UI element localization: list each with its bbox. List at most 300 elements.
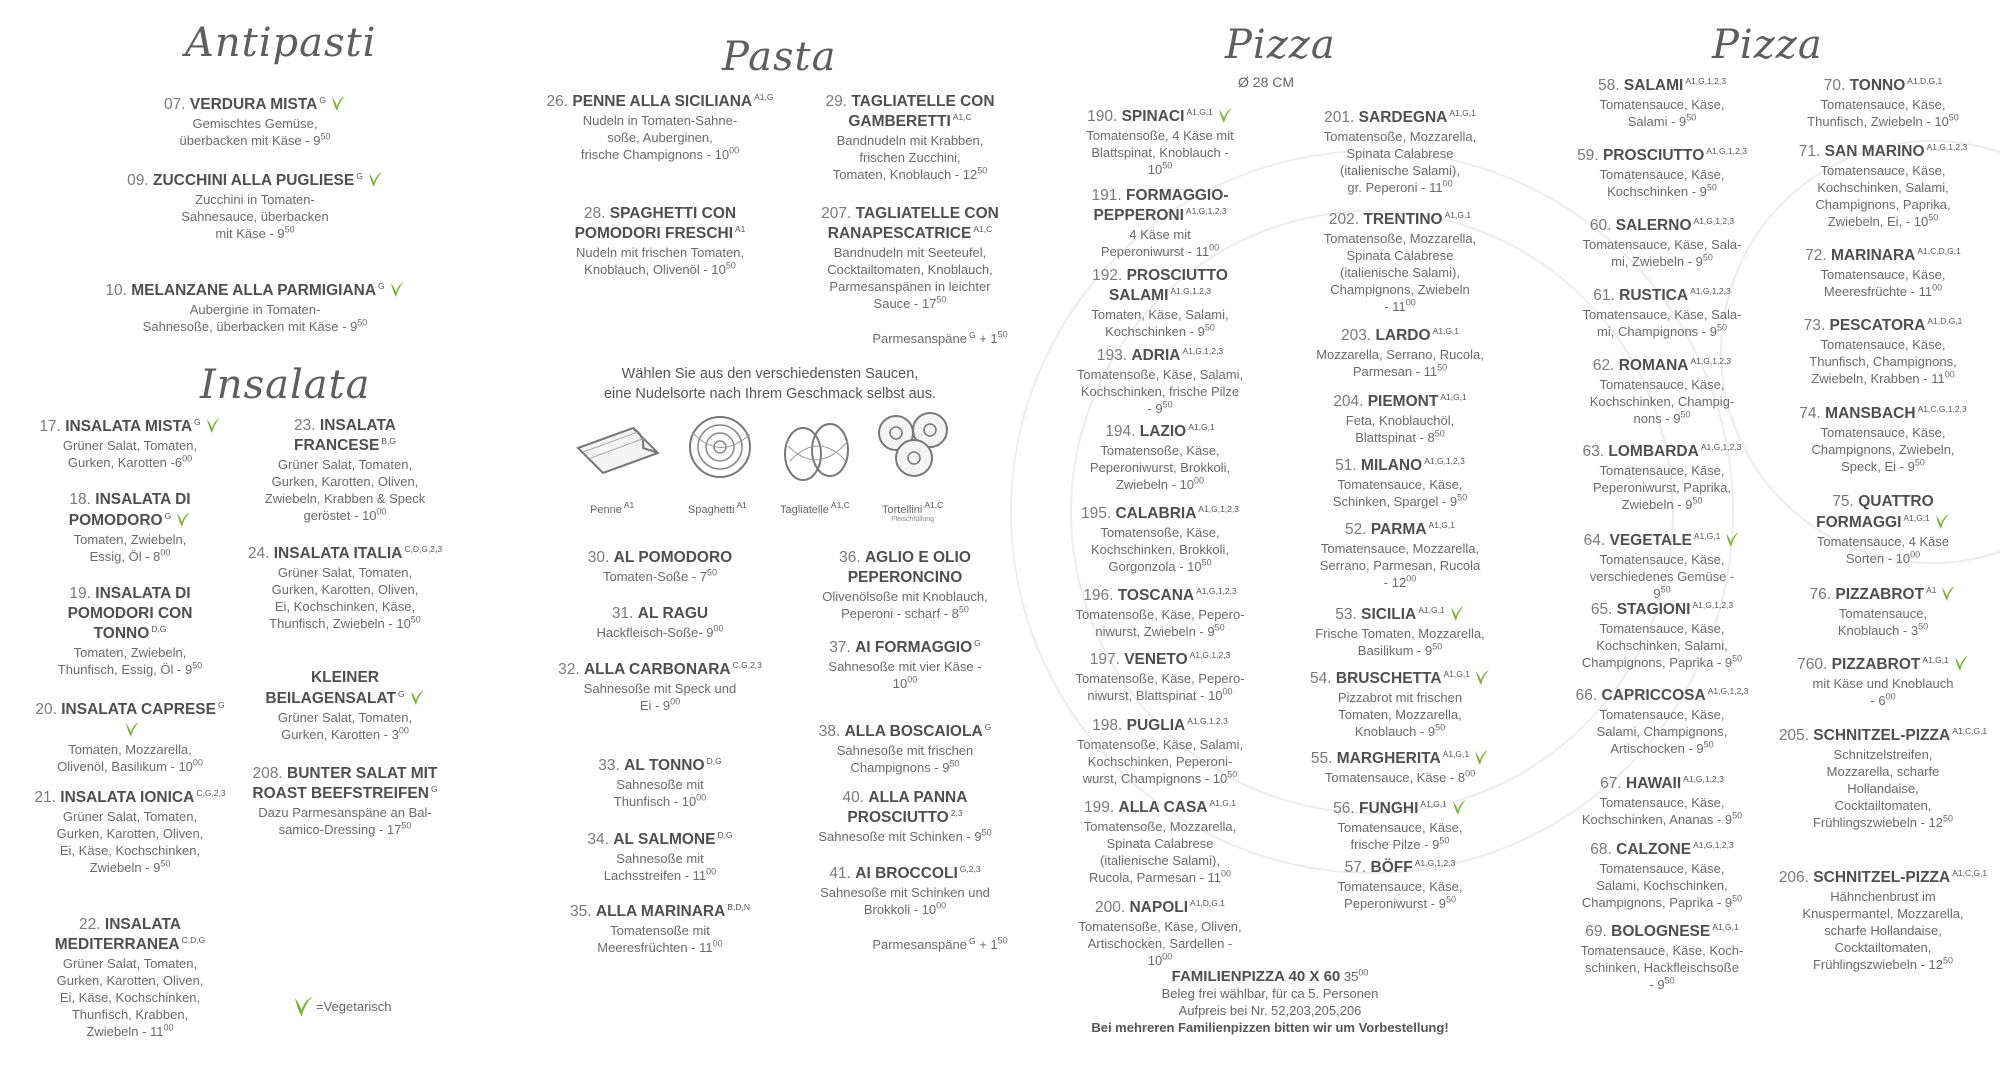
item-number: 35. <box>570 903 592 920</box>
item-number: 203. <box>1340 327 1372 344</box>
allergen-codes: G <box>217 699 225 710</box>
item-price-cents: 50 <box>1680 409 1691 420</box>
item-description: Tomatensauce, Käse, <box>1337 820 1463 835</box>
item-price-cents: 00 <box>376 506 387 517</box>
item-price-cents: 50 <box>1928 212 1939 223</box>
family-pizza-block: FAMILIENPIZZA 40 X 60 $35^{00}$ Beleg frei wählbar, für ca 5. Personen Aufpreis bei Nr. 52,203,205,206 Bei mehreren Familienpizzen bitten wir um Vorbestellung! <box>1050 968 1490 1036</box>
allergen-codes: A1,G <box>754 91 774 102</box>
item-price-cents: 50 <box>1434 428 1445 439</box>
allergen-codes: C,G,2,3 <box>732 659 762 670</box>
item-description: Tomatensauce, Käse, <box>1599 621 1725 636</box>
allergen-codes: A1,G,1 <box>1693 530 1721 541</box>
item-number: 73. <box>1803 317 1826 334</box>
item-price-cents: 00 <box>696 792 707 803</box>
item-description: verschiedenes Gemüse - <box>1589 569 1735 584</box>
item-description: Tomatensauce, 4 Käse <box>1816 534 1950 549</box>
item-name: LARDO <box>1375 327 1431 344</box>
menu-item <box>540 902 780 956</box>
allergen-codes: A1,G,1,2,3 <box>1198 503 1240 514</box>
item-number: 09. <box>127 172 149 189</box>
item-description: Grüner Salat, Tomaten, <box>62 438 198 453</box>
item-description: Spinata Calabrese <box>1106 836 1214 851</box>
menu-item <box>1290 392 1510 446</box>
item-number: 202. <box>1328 211 1360 228</box>
parmesan-extra-top: Parmesanspäne $^G + 1^{50}$ <box>872 329 1008 346</box>
menu-item <box>245 764 445 838</box>
menu-item <box>1290 798 1510 853</box>
item-number: 07. <box>164 96 186 113</box>
item-price-cents: 50 <box>1692 495 1703 506</box>
item-price-cents: 50 <box>977 165 988 176</box>
allergen-codes: A1,G,1,2,3 <box>1182 345 1224 356</box>
item-name: PIZZABROT <box>1831 656 1921 673</box>
item-number: 197. <box>1089 651 1120 668</box>
item-price-cents: 00 <box>1932 282 1943 293</box>
item-description: Gurken, Karotten, Oliven, <box>56 826 204 841</box>
item-description: Sahnesoße mit Speck und <box>583 681 737 696</box>
item-description: Knuspermantel, Mozzarella, <box>1802 906 1964 921</box>
menu-item <box>1778 76 1988 130</box>
menu-item <box>1050 504 1270 575</box>
menu-item <box>1290 108 1510 196</box>
item-name: FORMAGGIO-PEPPERONI <box>1093 187 1229 224</box>
allergen-codes: A1,G,1,2,3 <box>1692 599 1734 610</box>
item-price-cents: 50 <box>1703 739 1714 750</box>
item-description: 10 <box>892 676 908 691</box>
item-description: Tomatensauce, Käse - 8 <box>1324 770 1466 785</box>
item-description: Tomatensauce, Käse, <box>1599 463 1725 478</box>
item-name: PENNE ALLA SICILIANA <box>572 93 753 110</box>
leaf-icon <box>389 280 405 298</box>
section-heading-insalata: Insalata <box>200 362 371 408</box>
menu-item <box>1552 686 1772 757</box>
menu-item <box>1290 748 1510 786</box>
menu-item <box>540 92 780 163</box>
allergen-codes: A1,D,G,1 <box>1190 897 1225 908</box>
allergen-codes: A1,G,1 <box>1443 668 1470 679</box>
allergen-codes: A1,G,1,2,3 <box>1196 585 1237 596</box>
tortellini-icon <box>866 408 961 483</box>
item-description: Tomatensauce, Käse, <box>1599 377 1725 392</box>
item-number: 57. <box>1344 859 1367 876</box>
item-name: SAN MARINO <box>1824 143 1925 160</box>
item-description: Gurken, Karotten - 3 <box>281 727 399 742</box>
item-number: 55. <box>1310 750 1333 767</box>
item-description: Knoblauch, Olivenöl - 10 <box>584 262 726 277</box>
item-description: geröstet - 10 <box>303 508 377 523</box>
item-description: Tomatensauce, Käse, <box>1820 267 1946 282</box>
leaf-icon <box>1474 668 1490 686</box>
item-number: 38. <box>818 723 841 740</box>
allergen-codes: A1,G,1 <box>1449 107 1476 118</box>
allergen-codes: G <box>430 783 438 794</box>
item-number: 208. <box>252 765 283 782</box>
item-name: PROSCIUTTO <box>1602 147 1705 164</box>
menu-item <box>30 416 230 471</box>
item-description: Zwiebeln - 10 <box>1115 477 1195 492</box>
allergen-codes: A1,G,1 <box>1903 512 1930 523</box>
item-price-cents: 50 <box>936 294 947 305</box>
leaf-icon <box>205 416 221 434</box>
item-description: Knoblauch - 3 <box>1837 623 1919 638</box>
menu-item <box>1778 654 1988 709</box>
item-description: Spinata Calabrese <box>1346 146 1454 161</box>
item-description: Sahnesoße mit vier Käse - <box>828 659 982 674</box>
allergen-codes: A1,C,D,G,1 <box>1917 245 1961 256</box>
item-number: 28. <box>583 205 606 222</box>
item-price-cents: 50 <box>1732 893 1743 904</box>
menu-item <box>1552 774 1772 828</box>
menu-item <box>1290 858 1510 912</box>
item-description: (italienische Salami), <box>1340 265 1460 280</box>
item-price-cents: 50 <box>981 827 992 838</box>
item-description: Tomatensauce, Käse, <box>1820 163 1946 178</box>
item-name: AL SALMONE <box>613 831 716 848</box>
menu-item <box>1552 286 1772 340</box>
allergen-codes: A1,G,1,2,3 <box>1683 773 1724 784</box>
item-description: Peperoniwurst, Paprika, <box>1592 480 1731 495</box>
item-number: 63. <box>1582 443 1605 460</box>
item-price-cents: 50 <box>1445 894 1456 905</box>
menu-item <box>1290 604 1510 659</box>
item-description: Peperoniwurst - 9 <box>1344 896 1446 911</box>
family-pizza-title: FAMILIENPIZZA 40 X 60 <box>1171 968 1341 985</box>
item-price-cents: 50 <box>1664 975 1675 986</box>
item-name: HAWAII <box>1626 775 1682 792</box>
item-number: 51. <box>1335 457 1357 474</box>
allergen-codes: A1,G,1,2,3 <box>1189 649 1231 660</box>
item-name: CAPRICCOSA <box>1601 687 1706 704</box>
item-description: Tomatensauce, Käse, <box>1599 97 1725 112</box>
item-name: AI BROCCOLI <box>855 865 958 882</box>
item-name: TRENTINO <box>1363 211 1443 228</box>
item-description: frischen Zucchini, <box>859 150 961 165</box>
item-name: CALABRIA <box>1115 505 1197 522</box>
item-number: 69. <box>1585 923 1607 940</box>
item-description: Mozzarella, Serrano, Rucola, <box>1316 347 1484 362</box>
item-name: AL POMODORO <box>613 549 733 566</box>
item-name: SCHNITZEL-PIZZA <box>1813 727 1951 744</box>
menu-item <box>1290 210 1510 315</box>
item-description: Parmesan - 11 <box>1352 364 1438 379</box>
allergen-codes: A1,G,1,2,3 <box>1706 145 1747 156</box>
item-description: Tomatensauce, Käse, <box>1337 879 1463 894</box>
item-description: Sahnesoße mit frischen <box>836 743 974 758</box>
allergen-codes: G,2,3 <box>959 863 981 874</box>
menu-item <box>1050 650 1270 704</box>
item-price-cents: 00 <box>1944 369 1955 380</box>
item-number: 194. <box>1105 423 1136 440</box>
leaf-icon <box>1953 654 1969 672</box>
item-name: ZUCCHINI ALLA PUGLIESE <box>153 172 355 189</box>
allergen-codes: C,D,G,2,3 <box>404 543 443 554</box>
leaf-icon <box>292 994 314 1018</box>
item-description: Cocktailtomaten, Knoblauch, <box>827 262 993 277</box>
section-heading-antipasti: Antipasti <box>185 20 377 66</box>
item-description: Tomatensauce, Mozzarella, <box>1320 541 1480 556</box>
item-description: Meeresfrüchte - 11 <box>1823 284 1933 299</box>
item-number: 68. <box>1590 841 1612 858</box>
item-number: 193. <box>1096 347 1128 364</box>
item-price-cents: 50 <box>1716 322 1727 333</box>
item-description: scharfe Hollandaise, <box>1824 923 1942 938</box>
menu-item <box>1290 326 1510 380</box>
item-description: Thunfisch, Zwiebeln - 10 <box>1807 114 1949 129</box>
pasta-intro-text: Wählen Sie aus den verschiedensten Saucen, eine Nudelsorte nach Ihrem Geschmack selbst aus. <box>603 366 937 402</box>
item-description: Tomatensauce, Käse, <box>1820 425 1946 440</box>
item-name: PESCATORA <box>1829 317 1926 334</box>
item-description: Cocktailtomaten, <box>1834 798 1932 813</box>
item-description: Kochschinken, Champig- <box>1589 394 1735 409</box>
item-number: 24. <box>247 545 270 562</box>
allergen-codes: G <box>397 688 405 699</box>
item-description: Kochschinken, Salami, <box>1596 638 1728 653</box>
item-name: RUSTICA <box>1619 287 1689 304</box>
item-price-cents: 50 <box>401 820 412 831</box>
item-description: Tomatensoße, Mozzarella, <box>1323 129 1477 144</box>
item-number: 66. <box>1575 687 1598 704</box>
item-price-cents: 50 <box>725 260 736 271</box>
allergen-codes: A1,C <box>952 111 972 122</box>
menu-item <box>1050 422 1270 493</box>
menu-item <box>1778 142 1988 230</box>
menu-item <box>1778 868 1988 973</box>
menu-item <box>1050 798 1270 886</box>
item-price-cents: 50 <box>1914 457 1925 468</box>
item-price-cents: 00 <box>1405 297 1416 308</box>
allergen-codes: G <box>319 94 326 105</box>
item-description: Kochschinken - 9 <box>1105 324 1205 339</box>
item-description: Cocktailtomaten, <box>1834 940 1932 955</box>
menu-item <box>1290 668 1510 740</box>
menu-item <box>1050 106 1270 178</box>
item-price-cents: 50 <box>284 224 295 235</box>
item-name: MANSBACH <box>1825 405 1916 422</box>
menu-item <box>1552 442 1772 513</box>
item-name: AGLIO E OLIO PEPERONCINO <box>847 549 971 586</box>
item-price-cents: 50 <box>1439 835 1450 846</box>
menu-item <box>1050 346 1270 417</box>
item-description: - 9 <box>1649 977 1665 992</box>
menu-item <box>540 660 780 714</box>
item-description: Salami, Champignons, <box>1596 724 1728 739</box>
item-price-cents: 00 <box>1910 549 1921 560</box>
item-price-cents: 50 <box>410 614 421 625</box>
item-price-cents: 50 <box>1214 622 1225 633</box>
item-description: Essig, Öl - 8 <box>89 549 161 564</box>
allergen-codes: A1,G,1 <box>1209 797 1236 808</box>
item-number: 59. <box>1577 147 1599 164</box>
item-number: 36. <box>839 549 861 566</box>
item-name: ALLA BOSCAIOLA <box>844 723 983 740</box>
item-price-cents: 50 <box>958 604 969 615</box>
item-price-cents: 00 <box>936 900 947 911</box>
menu-item <box>785 722 1025 776</box>
item-description: Aubergine in Tomaten- <box>189 302 321 317</box>
item-description: Ei, Kochschinken, Käse, <box>274 599 416 614</box>
item-description: Rucola, Parmesan - 11 <box>1088 870 1221 885</box>
allergen-codes: D,G <box>717 829 733 840</box>
item-description: Ei, Käse, Kochschinken, <box>59 990 201 1005</box>
item-description: Salami - 9 <box>1627 114 1687 129</box>
item-number: 191. <box>1091 187 1122 204</box>
item-description: Tomatensoße mit <box>610 923 710 938</box>
menu-item <box>90 170 420 242</box>
item-number: 200. <box>1094 899 1126 916</box>
item-description: Parmesanspänen in leichter <box>829 279 991 294</box>
section-heading-pasta: Pasta <box>722 34 837 80</box>
item-number: 74. <box>1799 405 1821 422</box>
item-number: 64. <box>1583 532 1606 549</box>
item-price-cents: 50 <box>1432 641 1443 652</box>
item-description: Artischocken - 9 <box>1610 741 1704 756</box>
item-description: Sahnesoße mit <box>616 851 704 866</box>
item-description: Grüner Salat, Tomaten, <box>277 565 413 580</box>
leaf-icon <box>1473 748 1489 766</box>
item-name: PIEMONT <box>1367 393 1439 410</box>
item-number: 30. <box>587 549 610 566</box>
item-description: Zucchini in Tomaten- <box>195 192 315 207</box>
item-description: Tomatensoße, Käse, Pepero- <box>1075 671 1245 686</box>
item-description: Zwiebeln - 11 <box>86 1024 164 1039</box>
item-description: Tomaten, Knoblauch - 12 <box>832 167 978 182</box>
menu-item <box>245 544 445 632</box>
item-price-cents: 50 <box>949 758 960 769</box>
item-price-cents: 50 <box>1732 653 1743 664</box>
item-description: (italienische Salami), <box>1340 163 1460 178</box>
item-number: 190. <box>1087 108 1118 125</box>
item-description: niwurst, Blattspinat - 10 <box>1087 688 1223 703</box>
item-description: Peperoniwurst - 11 <box>1100 244 1210 259</box>
item-name: SCHNITZEL-PIZZA <box>1813 869 1951 886</box>
item-description: samico-Dressing - 17 <box>278 822 402 837</box>
allergen-codes: G <box>984 721 992 732</box>
item-description: Pizzabrot mit frischen <box>1337 690 1463 705</box>
item-price-cents: 50 <box>192 660 203 671</box>
item-price-cents: 50 <box>1732 810 1743 821</box>
menu-item <box>1778 492 1988 567</box>
allergen-codes: G <box>194 416 201 427</box>
item-number: 20. <box>35 701 57 718</box>
item-price-cents: 50 <box>1948 112 1959 123</box>
menu-item <box>1552 922 1772 993</box>
item-description: - 9 <box>1147 401 1163 416</box>
item-price-cents: 50 <box>1660 584 1671 595</box>
item-name: SALERNO <box>1615 217 1692 234</box>
item-name: LOMBARDA <box>1608 443 1699 460</box>
item-description: Salami, Kochschinken, <box>1596 878 1728 893</box>
item-name: SPAGHETTI CON POMODORI FRESCHI <box>574 205 737 242</box>
item-description: Bandnudeln mit Krabben, <box>836 133 984 148</box>
item-number: 195. <box>1080 505 1112 522</box>
item-description: Tomaten, Zwiebeln, <box>73 532 187 547</box>
item-description: Tomatensoße, Käse, Pepero- <box>1075 607 1245 622</box>
item-description: Tomatensauce, Käse, <box>1337 477 1463 492</box>
item-description: Spinata Calabrese <box>1346 248 1454 263</box>
item-description: Champignons, Zwiebeln <box>1330 282 1470 297</box>
item-name: PROSCIUTTO SALAMI <box>1108 267 1228 304</box>
item-name: INSALATA DI POMODORI CON TONNO <box>67 585 193 642</box>
leaf-icon <box>330 94 346 112</box>
item-description: Blattspinat, Knoblauch - <box>1091 145 1229 160</box>
pizza-size-label: Ø 28 CM <box>1238 74 1295 90</box>
item-description: Tomaten, Käse, Salami, <box>1091 307 1229 322</box>
item-description: nons - 9 <box>1633 411 1681 426</box>
allergen-codes: G <box>974 637 981 648</box>
menu-item <box>1050 266 1270 340</box>
item-number: 56. <box>1333 800 1355 817</box>
item-description: Thunfisch - 10 <box>613 794 697 809</box>
item-number: 37. <box>829 639 851 656</box>
item-description: Gorgonzola - 10 <box>1108 559 1202 574</box>
item-description: Gurken, Karotten, Oliven, <box>271 474 419 489</box>
item-description: Sorten - 10 <box>1845 551 1911 566</box>
item-number: 26. <box>546 93 569 110</box>
item-price-cents: 00 <box>1194 475 1205 486</box>
penne-icon <box>573 418 663 478</box>
item-price-cents: 00 <box>1162 951 1173 962</box>
menu-item <box>1290 520 1510 591</box>
item-price-cents: 00 <box>713 623 724 634</box>
allergen-codes: A1,G,1 <box>1922 654 1949 665</box>
item-name: ALLA CARBONARA <box>583 661 731 678</box>
item-name: MILANO <box>1361 457 1423 474</box>
item-price-cents: 00 <box>192 757 203 768</box>
item-number: 23. <box>294 417 316 434</box>
allergen-codes: A1,G,1,2,3 <box>1926 141 1968 152</box>
menu-item <box>1290 456 1510 510</box>
allergen-codes: A1,G,1,2,3 <box>1707 685 1749 696</box>
item-name: AI FORMAGGIO <box>855 639 973 656</box>
menu-item <box>90 94 420 149</box>
item-name: KLEINER BEILAGENSALAT <box>265 669 396 707</box>
allergen-codes: A1,D,G,1 <box>1907 75 1943 86</box>
menu-item <box>540 204 780 278</box>
item-price-cents: 50 <box>1943 813 1954 824</box>
item-price-cents: 00 <box>706 866 717 877</box>
section-heading-pizza-1: Pizza <box>1225 22 1336 68</box>
leaf-icon <box>1217 106 1233 124</box>
item-description: Gurken, Karotten, Oliven, <box>56 973 204 988</box>
item-name: PARMA <box>1370 521 1427 538</box>
allergen-codes: G <box>378 280 385 291</box>
item-name: PUGLIA <box>1126 717 1186 734</box>
menu-item <box>1050 898 1270 969</box>
item-price-cents: 50 <box>707 567 718 578</box>
item-number: 40. <box>842 789 865 806</box>
item-number: 33. <box>598 757 620 774</box>
item-description: Frühlingszwiebeln - 12 <box>1812 957 1944 972</box>
menu-item <box>1552 356 1772 427</box>
menu-item <box>1050 716 1270 787</box>
menu-item <box>30 584 230 678</box>
item-description: Zwiebeln, Krabben - 11 <box>1811 371 1945 386</box>
allergen-codes: A1,G,1,2,3 <box>1414 857 1456 868</box>
item-number: 71. <box>1798 143 1821 160</box>
section-heading-pizza-2: Pizza <box>1712 22 1823 68</box>
menu-item <box>1552 76 1772 130</box>
item-description: Ei, Käse, Kochschinken, <box>59 843 201 858</box>
menu-item <box>1050 186 1270 260</box>
menu-item <box>30 915 230 1040</box>
item-price-cents: 50 <box>1201 557 1212 568</box>
item-number: 61. <box>1593 287 1615 304</box>
item-description: 10 <box>1147 162 1163 177</box>
allergen-codes: A1,G,1,2,3 <box>1690 285 1731 296</box>
item-description: Tomatensoße, Käse, <box>1100 443 1220 458</box>
item-description: Tomatensauce, Käse, <box>1820 337 1946 352</box>
item-price-cents: 50 <box>1204 322 1215 333</box>
